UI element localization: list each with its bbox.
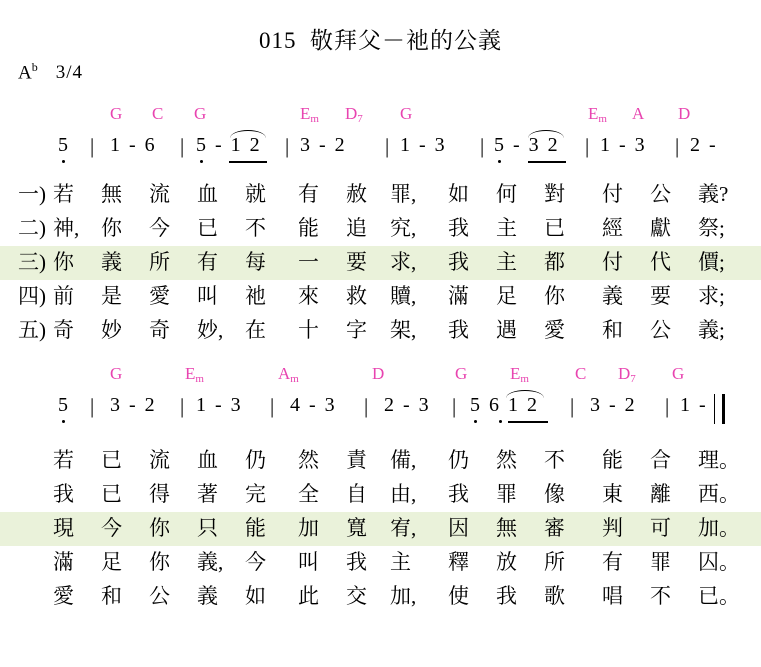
lyric-character: 血 — [197, 448, 218, 472]
lyric-character: 若 — [53, 448, 74, 472]
lyric-character: 有 — [298, 182, 319, 206]
slur-mark — [528, 130, 564, 138]
chord-row-1 — [0, 104, 761, 126]
key-flat-symbol: b — [31, 60, 38, 74]
note-group: 2 - 3 — [384, 394, 431, 416]
lyric-character: 付 — [602, 182, 623, 206]
lyric-character: 仍 — [245, 448, 266, 472]
lyric-character: 已 — [101, 448, 122, 472]
lyric-character: 赦 — [346, 182, 367, 206]
verse-number-label: 一) — [18, 182, 46, 206]
notation-row-1 — [0, 134, 761, 168]
lyric-character: 有 — [602, 550, 623, 574]
lyric-character: 加, — [390, 584, 417, 608]
lyric-row — [0, 580, 761, 614]
lyric-character: 已 — [101, 482, 122, 506]
lyric-character: 已 — [544, 216, 565, 240]
lyric-character: 我 — [448, 250, 469, 274]
lyric-character: 救 — [346, 284, 367, 308]
lyric-character: 對 — [544, 182, 565, 206]
chord-symbol — [152, 104, 163, 124]
chord-row-2 — [0, 364, 761, 386]
lyric-character: 全 — [298, 482, 319, 506]
lyric-character: 叫 — [298, 550, 319, 574]
chord-root: C — [575, 364, 587, 383]
lyric-character: 獻 — [650, 216, 671, 240]
chord-symbol — [300, 104, 319, 125]
note-dot-below — [499, 420, 502, 423]
lyric-character: 我 — [448, 216, 469, 240]
lyric-character: 今 — [149, 216, 170, 240]
lyric-character: 你 — [53, 250, 74, 274]
lyric-row — [0, 512, 761, 546]
chord-root: A — [278, 364, 291, 383]
lyric-character: 所 — [544, 550, 565, 574]
lyric-character: 囚。 — [698, 550, 740, 574]
note-dot-below — [474, 420, 477, 423]
lyric-character: 付 — [602, 250, 623, 274]
chord-symbol — [194, 104, 206, 124]
bar-line: | — [675, 134, 680, 158]
note-group: 5 - 3 2 — [494, 134, 560, 156]
lyric-character: 因 — [448, 516, 469, 540]
bar-line: | — [570, 394, 575, 418]
lyric-character: 要 — [346, 250, 367, 274]
lyric-character: 一 — [298, 250, 319, 274]
lyric-row — [0, 212, 761, 246]
lyric-character: 像 — [544, 482, 565, 506]
lyric-character: 我 — [448, 482, 469, 506]
bar-line: | — [385, 134, 390, 158]
chord-symbol — [632, 104, 644, 124]
lyric-character: 我 — [53, 482, 74, 506]
bar-line: | — [90, 134, 95, 158]
lyrics-block-top — [0, 178, 761, 348]
lyric-character: 東 — [602, 482, 623, 506]
chord-root: G — [110, 104, 123, 123]
lyric-character: 滿 — [53, 550, 74, 574]
chord-root: G — [672, 364, 685, 383]
song-number: 015 — [259, 28, 297, 53]
lyric-character: 歌 — [544, 584, 565, 608]
lyric-character: 妙, — [197, 318, 224, 342]
lyric-character: 追 — [346, 216, 367, 240]
lyric-character: 宥, — [390, 516, 417, 540]
lyric-character: 求; — [698, 284, 725, 308]
chord-symbol — [455, 364, 467, 384]
chord-quality: m — [310, 113, 319, 125]
bar-line: | — [270, 394, 275, 418]
chord-symbol — [345, 104, 363, 125]
note-group: 2 - — [690, 134, 718, 156]
lyric-character: 叫 — [197, 284, 218, 308]
lyric-character: 滿 — [448, 284, 469, 308]
lyric-character: 血 — [197, 182, 218, 206]
lyric-row — [0, 280, 761, 314]
lyric-character: 判 — [602, 516, 623, 540]
time-signature: 3/4 — [55, 62, 84, 84]
lyric-character: 公 — [650, 182, 671, 206]
chord-symbol — [400, 104, 412, 124]
lyric-character: 奇 — [53, 318, 74, 342]
lyric-character: 備, — [390, 448, 417, 472]
note-group: 3 - 2 — [590, 394, 637, 416]
lyric-character: 就 — [245, 182, 266, 206]
lyric-row — [0, 246, 761, 280]
bar-line: | — [364, 394, 369, 418]
lyric-character: 唱 — [602, 584, 623, 608]
lyric-character: 架, — [390, 318, 417, 342]
lyric-character: 足 — [101, 550, 122, 574]
chord-root: D — [345, 104, 358, 123]
key-letter: A — [18, 62, 32, 84]
lyric-character: 仍 — [448, 448, 469, 472]
lyric-character: 義 — [602, 284, 623, 308]
note-group: 1 - 6 — [110, 134, 157, 156]
note-group: 5 - 1 2 — [196, 134, 262, 156]
lyric-character: 是 — [101, 284, 122, 308]
lyric-character: 你 — [101, 216, 122, 240]
lyric-character: 無 — [101, 182, 122, 206]
bar-line: | — [480, 134, 485, 158]
lyric-character: 價; — [698, 250, 725, 274]
chord-quality: m — [290, 373, 299, 385]
lyric-character: 完 — [245, 482, 266, 506]
lyric-character: 自 — [346, 482, 367, 506]
lyric-character: 我 — [448, 318, 469, 342]
lyric-character: 不 — [650, 584, 671, 608]
beam-underline — [528, 161, 566, 163]
lyric-character: 已。 — [698, 584, 740, 608]
chord-root: G — [455, 364, 468, 383]
chord-symbol — [372, 364, 384, 384]
bar-line: | — [180, 394, 185, 418]
note-group: 3 - 2 — [300, 134, 347, 156]
chord-quality: m — [195, 373, 204, 385]
note-group: 1 - 3 — [400, 134, 447, 156]
lyric-character: 若 — [53, 182, 74, 206]
bar-line: | — [285, 134, 290, 158]
chord-root: G — [110, 364, 123, 383]
verse-number-label: 五) — [18, 318, 46, 342]
note-group: 3 - 2 — [110, 394, 157, 416]
notation-row-2 — [0, 394, 761, 428]
chord-quality: 7 — [630, 373, 636, 385]
chord-quality: m — [598, 113, 607, 125]
lyric-character: 離 — [650, 482, 671, 506]
chord-root: E — [510, 364, 521, 383]
note-group: 5 — [58, 134, 70, 156]
lyric-character: 遇 — [496, 318, 517, 342]
lyric-character: 和 — [602, 318, 623, 342]
lyric-row — [0, 546, 761, 580]
lyric-character: 加。 — [698, 516, 740, 540]
lyric-character: 都 — [544, 250, 565, 274]
lyric-character: 交 — [346, 584, 367, 608]
chord-symbol — [510, 364, 529, 385]
lyric-character: 能 — [602, 448, 623, 472]
lyric-character: 釋 — [448, 550, 469, 574]
chord-root: G — [400, 104, 413, 123]
lyric-character: 加 — [298, 516, 319, 540]
chord-symbol — [672, 364, 684, 384]
lyric-character: 贖, — [390, 284, 417, 308]
verse-number-label: 三) — [18, 250, 46, 274]
lyric-character: 前 — [53, 284, 74, 308]
chord-root: D — [618, 364, 631, 383]
lyric-character: 今 — [101, 516, 122, 540]
lyric-character: 來 — [298, 284, 319, 308]
lyric-character: 流 — [149, 182, 170, 206]
lyric-character: 你 — [544, 284, 565, 308]
lyric-character: 罪 — [496, 482, 517, 506]
lyric-character: 今 — [245, 550, 266, 574]
lyric-character: 合 — [650, 448, 671, 472]
chord-quality: m — [520, 373, 529, 385]
lyric-character: 義, — [197, 550, 224, 574]
bar-line: | — [90, 394, 95, 418]
lyric-character: 由, — [390, 482, 417, 506]
lyric-character: 罪, — [390, 182, 417, 206]
lyric-character: 寬 — [346, 516, 367, 540]
lyric-character: 此 — [298, 584, 319, 608]
lyric-character: 愛 — [149, 284, 170, 308]
lyric-character: 經 — [602, 216, 623, 240]
lyric-character: 你 — [149, 516, 170, 540]
lyric-character: 足 — [496, 284, 517, 308]
lyric-character: 能 — [245, 516, 266, 540]
lyric-character: 愛 — [53, 584, 74, 608]
lyric-row — [0, 314, 761, 348]
lyric-character: 罪 — [650, 550, 671, 574]
song-title-text: 敬拜父－祂的公義 — [310, 28, 502, 53]
lyric-character: 我 — [496, 584, 517, 608]
lyric-character: 所 — [149, 250, 170, 274]
lyric-character: 在 — [245, 318, 266, 342]
chord-symbol — [575, 364, 586, 384]
lyric-character: 著 — [197, 482, 218, 506]
lyric-character: 西。 — [698, 482, 740, 506]
note-dot-below — [62, 160, 65, 163]
verse-number-label: 二) — [18, 216, 46, 240]
lyric-character: 然 — [298, 448, 319, 472]
lyric-row — [0, 478, 761, 512]
lyric-character: 使 — [448, 584, 469, 608]
lyric-character: 審 — [544, 516, 565, 540]
lyric-character: 放 — [496, 550, 517, 574]
lyric-row — [0, 178, 761, 212]
note-group: 5 — [58, 394, 70, 416]
lyric-character: 無 — [496, 516, 517, 540]
chord-root: E — [300, 104, 311, 123]
chord-symbol — [110, 364, 122, 384]
lyric-character: 流 — [149, 448, 170, 472]
final-barline — [714, 394, 725, 424]
note-dot-below — [498, 160, 501, 163]
lyric-character: 只 — [197, 516, 218, 540]
chord-symbol — [185, 364, 204, 385]
note-group: 1 - 3 — [196, 394, 243, 416]
lyric-character: 何 — [496, 182, 517, 206]
chord-root: D — [678, 104, 691, 123]
key-signature-line — [18, 60, 83, 84]
note-group: 5 6 1 2 — [470, 394, 539, 416]
lyric-character: 如 — [448, 182, 469, 206]
lyric-character: 不 — [245, 216, 266, 240]
lyric-character: 公 — [149, 584, 170, 608]
lyric-character: 可 — [650, 516, 671, 540]
lyric-character: 如 — [245, 584, 266, 608]
lyric-character: 神, — [53, 216, 80, 240]
lyric-character: 我 — [346, 550, 367, 574]
note-group: 1 - 3 — [600, 134, 647, 156]
lyrics-block-bottom — [0, 444, 761, 614]
note-dot-below — [200, 160, 203, 163]
lyric-character: 現 — [53, 516, 74, 540]
lyric-character: 有 — [197, 250, 218, 274]
chord-symbol — [618, 364, 636, 385]
lyric-character: 不 — [544, 448, 565, 472]
lyric-character: 能 — [298, 216, 319, 240]
bar-line: | — [180, 134, 185, 158]
lyric-character: 主 — [390, 550, 411, 574]
chord-root: C — [152, 104, 164, 123]
lyric-character: 祂 — [245, 284, 266, 308]
lyric-character: 愛 — [544, 318, 565, 342]
lyric-character: 妙 — [101, 318, 122, 342]
lyric-character: 主 — [496, 216, 517, 240]
bar-line: | — [585, 134, 590, 158]
chord-quality: 7 — [357, 113, 363, 125]
chord-root: G — [194, 104, 207, 123]
lyric-character: 奇 — [149, 318, 170, 342]
lyric-character: 義 — [197, 584, 218, 608]
lyric-character: 公 — [650, 318, 671, 342]
slur-mark — [506, 390, 544, 398]
chord-root: E — [588, 104, 599, 123]
lyric-character: 究, — [390, 216, 417, 240]
note-group: 4 - 3 — [290, 394, 337, 416]
lyric-character: 責 — [346, 448, 367, 472]
lyric-character: 和 — [101, 584, 122, 608]
bar-line: | — [665, 394, 670, 418]
lyric-character: 義; — [698, 318, 725, 342]
slur-mark — [230, 130, 266, 138]
lyric-character: 義? — [698, 182, 729, 206]
verse-number-label: 四) — [18, 284, 46, 308]
lyric-character: 代 — [650, 250, 671, 274]
beam-underline — [229, 161, 267, 163]
chord-root: A — [632, 104, 645, 123]
lyric-character: 你 — [149, 550, 170, 574]
beam-underline — [508, 421, 548, 423]
lyric-row — [0, 444, 761, 478]
note-group: 1 - — [680, 394, 708, 416]
note-dot-below — [62, 420, 65, 423]
lyric-character: 字 — [346, 318, 367, 342]
bar-line: | — [452, 394, 457, 418]
lyric-character: 得 — [149, 482, 170, 506]
chord-symbol — [110, 104, 122, 124]
lyric-character: 義 — [101, 250, 122, 274]
lyric-character: 理。 — [698, 448, 740, 472]
lyric-character: 每 — [245, 250, 266, 274]
chord-root: D — [372, 364, 385, 383]
lyric-character: 主 — [496, 250, 517, 274]
lyric-character: 然 — [496, 448, 517, 472]
lyric-character: 十 — [298, 318, 319, 342]
lyric-character: 祭; — [698, 216, 725, 240]
chord-root: E — [185, 364, 196, 383]
lyric-character: 求, — [390, 250, 417, 274]
lyric-character: 已 — [197, 216, 218, 240]
chord-symbol — [278, 364, 299, 385]
chord-symbol — [678, 104, 690, 124]
page-title — [0, 0, 761, 55]
chord-symbol — [588, 104, 607, 125]
lyric-character: 要 — [650, 284, 671, 308]
